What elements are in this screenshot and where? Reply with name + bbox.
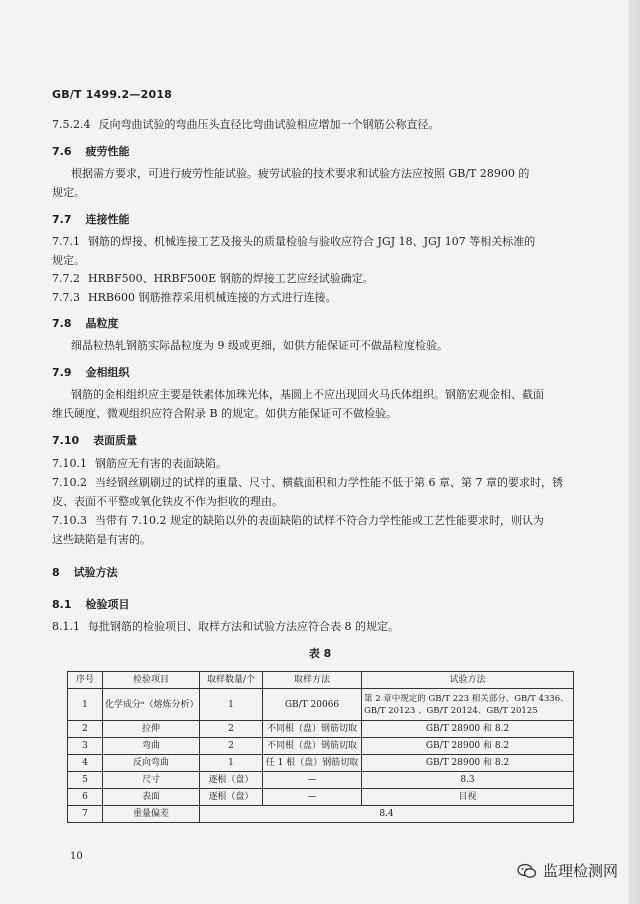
table-cell: 目视 bbox=[362, 789, 574, 806]
clause-text: 检验项目 bbox=[85, 598, 130, 611]
table-cell: 表面 bbox=[103, 789, 200, 806]
table-cell: — bbox=[263, 789, 362, 806]
clause-number: 7.8 bbox=[52, 317, 72, 330]
clause-text: 根据需方要求，可进行疲劳性能试验。疲劳试验的技术要求和试验方法应按照 GB/T 28900 的 bbox=[71, 167, 530, 180]
paragraph-line bbox=[52, 620, 399, 634]
table-cell: 8.4 bbox=[200, 806, 574, 823]
clause-text: 试验方法 bbox=[73, 566, 118, 579]
clause-text: 皮、表面不平整或氧化铁皮不作为拒收的理由。 bbox=[52, 495, 283, 508]
clause-text: HRBF500、HRBF500E 钢筋的焊接工艺应经试验确定。 bbox=[88, 272, 374, 285]
clause-text: 连接性能 bbox=[85, 213, 130, 226]
clause-text: 规定。 bbox=[52, 254, 85, 267]
table-body bbox=[68, 689, 574, 823]
table-cell: GB/T 28900 和 8.2 bbox=[362, 738, 574, 755]
clause-number: 7.7.1 bbox=[52, 235, 80, 248]
clause-text: 反向弯曲试验的弯曲压头直径比弯曲试验相应增加一个钢筋公称直径。 bbox=[98, 118, 440, 131]
clause-text: 维氏硬度、微观组织应符合附录 B 的规定。如供方能保证可不做检验。 bbox=[52, 407, 398, 420]
clause-number: 7.10.2 bbox=[52, 476, 87, 489]
table-cell: 4 bbox=[68, 755, 103, 772]
header-cell: 检验项目 bbox=[103, 672, 200, 689]
clause-number: 7.10.1 bbox=[52, 457, 87, 470]
clause-text: HRB600 钢筋推荐采用机械连接的方式进行连接。 bbox=[88, 291, 337, 304]
clause-number: 7.9 bbox=[52, 366, 72, 379]
table-cell: GB/T 28900 和 8.2 bbox=[362, 755, 574, 772]
table-row bbox=[68, 806, 574, 823]
paragraph-line bbox=[52, 272, 374, 286]
clause-text: 当带有 7.10.2 规定的缺陷以外的表面缺陷的试样不符合力学性能或工艺性能要求时，则认为 bbox=[95, 514, 544, 527]
binder-edge bbox=[628, 0, 640, 904]
paragraph-line bbox=[52, 476, 563, 490]
table-cell: 弯曲 bbox=[103, 738, 200, 755]
table-cell: 5 bbox=[68, 772, 103, 789]
clause-number: 7.5.2.4 bbox=[52, 118, 91, 131]
clause-text: 这些缺陷是有害的。 bbox=[52, 533, 151, 546]
table-cell: 3 bbox=[68, 738, 103, 755]
table-cell: GB/T 28900 和 8.2 bbox=[362, 721, 574, 738]
section-heading bbox=[52, 366, 130, 380]
clause-text: 钢筋的焊接、机械连接工艺及接头的质量检验与验收应符合 JGJ 18、JGJ 107 等相关标准的 bbox=[88, 235, 536, 248]
table-cell: 8.3 bbox=[362, 772, 574, 789]
clause-text: 晶粒度 bbox=[85, 317, 119, 330]
paragraph-line bbox=[52, 186, 85, 200]
paragraph-line bbox=[71, 339, 448, 353]
table-cell: 1 bbox=[68, 689, 103, 721]
table-cell: 尺寸 bbox=[103, 772, 200, 789]
clause-number: 8 bbox=[52, 566, 60, 579]
header-cell: 取样数量/个 bbox=[200, 672, 263, 689]
table-cell: 2 bbox=[200, 721, 263, 738]
clause-text: 金相组织 bbox=[85, 366, 130, 379]
table-row bbox=[68, 721, 574, 738]
table-row bbox=[68, 689, 574, 721]
table-cell: 任 1 根（盘）钢筋切取 bbox=[263, 755, 362, 772]
table-row bbox=[68, 755, 574, 772]
clause-text: 每批钢筋的检验项目、取样方法和试验方法应符合表 8 的规定。 bbox=[88, 620, 399, 633]
paragraph-line bbox=[52, 118, 439, 132]
inspection-table bbox=[67, 671, 574, 823]
table-row bbox=[68, 738, 574, 755]
table-cell: 化学成分ᵃ（熔炼分析） bbox=[103, 689, 200, 721]
paragraph-line bbox=[71, 167, 529, 181]
clause-text: 细晶粒热轧钢筋实际晶粒度为 9 级或更细，如供方能保证可不做晶粒度检验。 bbox=[71, 339, 448, 352]
table-cell: 1 bbox=[200, 689, 263, 721]
paragraph-line bbox=[52, 407, 397, 421]
section-heading bbox=[52, 434, 137, 448]
clause-number: 8.1 bbox=[52, 598, 72, 611]
clause-number: 7.7 bbox=[52, 213, 72, 226]
clause-number: 7.7.2 bbox=[52, 272, 80, 285]
wechat-icon bbox=[517, 863, 537, 879]
paragraph-line bbox=[52, 533, 151, 547]
clause-text: 规定。 bbox=[52, 186, 85, 199]
table-cell: 逐根（盘） bbox=[200, 789, 263, 806]
table-cell: 逐根（盘） bbox=[200, 772, 263, 789]
table-cell: 不同根（盘）钢筋切取 bbox=[263, 721, 362, 738]
watermark-text: 监理检测网 bbox=[542, 862, 618, 880]
table-cell: 不同根（盘）钢筋切取 bbox=[263, 738, 362, 755]
clause-number: 8.1.1 bbox=[52, 620, 80, 633]
table-cell: GB/T 20066 bbox=[263, 689, 362, 721]
table-row bbox=[68, 772, 574, 789]
paragraph-line bbox=[52, 457, 227, 471]
table-row bbox=[68, 789, 574, 806]
table-cell: 6 bbox=[68, 789, 103, 806]
section-heading bbox=[52, 145, 130, 159]
section-heading bbox=[52, 213, 130, 227]
paragraph-line bbox=[52, 291, 336, 305]
page-number: 10 bbox=[70, 851, 83, 862]
header-cell: 取样方法 bbox=[263, 672, 362, 689]
table-header-row bbox=[68, 672, 574, 689]
standard-header: GB/T 1499.2—2018 bbox=[52, 88, 173, 101]
paragraph-line bbox=[52, 514, 544, 528]
clause-number: 7.6 bbox=[52, 145, 72, 158]
paragraph-line bbox=[71, 388, 544, 402]
paragraph-line bbox=[52, 495, 283, 509]
table-cell: — bbox=[263, 772, 362, 789]
clause-number: 7.10 bbox=[52, 434, 80, 447]
header-cell: 序号 bbox=[68, 672, 103, 689]
paragraph-line bbox=[52, 254, 85, 268]
table-cell: 重量偏差 bbox=[103, 806, 200, 823]
table-cell: 拉伸 bbox=[103, 721, 200, 738]
section-heading bbox=[52, 598, 130, 612]
header-cell: 试验方法 bbox=[362, 672, 574, 689]
clause-text: 钢筋的金相组织应主要是铁素体加珠光体，基圆上不应出现回火马氏体组织。钢筋宏观金相、截面 bbox=[71, 388, 544, 401]
clause-number: 7.10.3 bbox=[52, 514, 87, 527]
clause-number: 7.7.3 bbox=[52, 291, 80, 304]
table-cell: 第 2 章中规定的 GB/T 223 相关部分、GB/T 4336、GB/T 20123 、GB/T 20124、GB/T 20125 bbox=[362, 689, 574, 721]
section-heading bbox=[52, 566, 118, 580]
clause-text: 疲劳性能 bbox=[85, 145, 130, 158]
table-cell: 2 bbox=[200, 738, 263, 755]
table-cell: 反向弯曲 bbox=[103, 755, 200, 772]
clause-text: 钢筋应无有害的表面缺陷。 bbox=[95, 457, 227, 470]
clause-text: 表面质量 bbox=[93, 434, 138, 447]
section-heading bbox=[52, 317, 119, 331]
table-cell: 2 bbox=[68, 721, 103, 738]
table-cell: 1 bbox=[200, 755, 263, 772]
table-title: 表 8 bbox=[308, 647, 332, 660]
paragraph-line bbox=[52, 235, 535, 249]
watermark bbox=[517, 860, 618, 881]
clause-text: 当经钢丝刷刷过的试样的重量、尺寸、横截面积和力学性能不低于第 6 章、第 7 章的要求时，锈 bbox=[95, 476, 563, 489]
table-cell: 7 bbox=[68, 806, 103, 823]
